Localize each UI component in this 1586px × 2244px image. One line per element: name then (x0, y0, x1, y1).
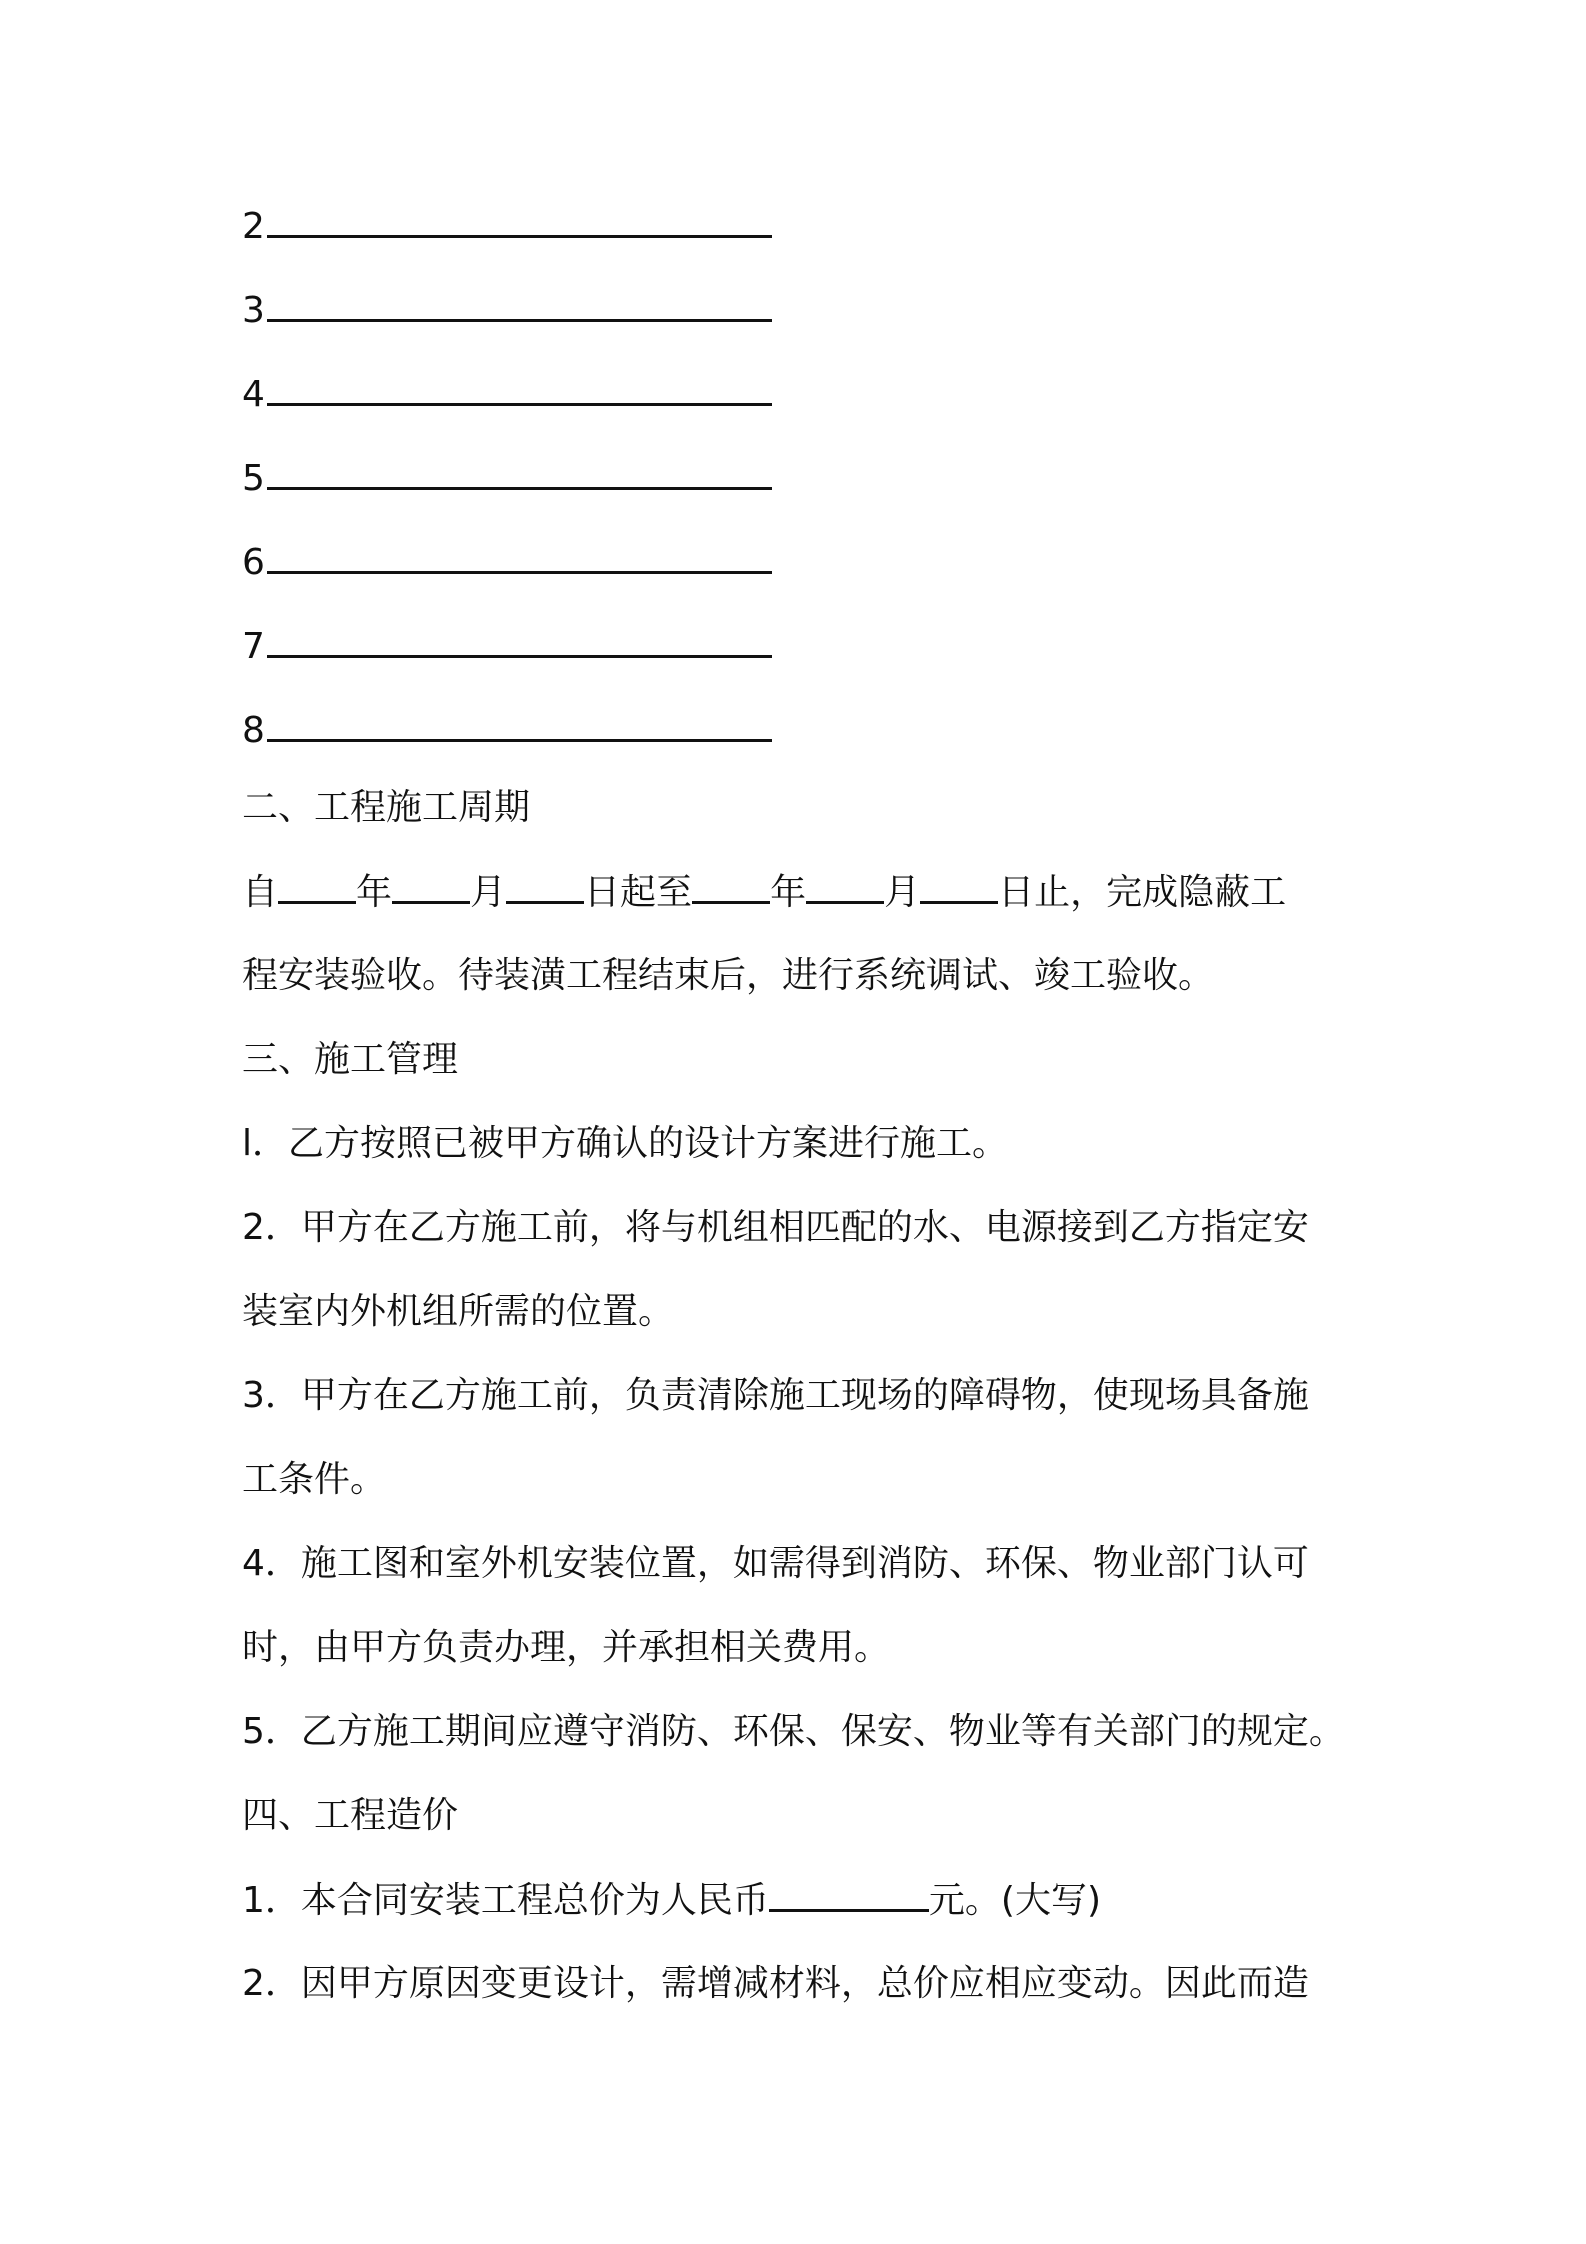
paragraph-line: 程安装验收。待装潢工程结束后，进行系统调试、竣工验收。 (242, 955, 1215, 996)
price-text: 元。(大写) (928, 1880, 1101, 1921)
fill-in-blank[interactable] (267, 457, 772, 490)
price-blank[interactable] (769, 1879, 929, 1912)
fill-in-blank[interactable] (267, 625, 772, 658)
item-number: 2 (242, 206, 265, 247)
month-end-blank[interactable] (806, 871, 884, 904)
paragraph-line: 2．因甲方原因变更设计，需增减材料，总价应相应变动。因此而造 (242, 1963, 1309, 2004)
construction-period-line (242, 871, 1382, 955)
paragraph-line: 装室内外机组所需的位置。 (242, 1291, 675, 1332)
paragraph-line: 5．乙方施工期间应遵守消防、环保、保安、物业等有关部门的规定。 (242, 1711, 1345, 1752)
month-start-blank[interactable] (392, 871, 470, 904)
day-end-blank[interactable] (920, 871, 998, 904)
date-text: 年 (770, 872, 807, 913)
paragraph-line: 3．甲方在乙方施工前，负责清除施工现场的障碍物，使现场具备施 (242, 1375, 1309, 1416)
item-number: 5 (242, 458, 265, 499)
price-text: 1．本合同安装工程总价为人民币 (242, 1880, 769, 1921)
day-start-blank[interactable] (506, 871, 584, 904)
date-text: 日止，完成隐蔽工 (998, 872, 1287, 913)
blank-item-4 (242, 373, 1382, 457)
section-heading: 二、工程施工周期 (242, 787, 531, 828)
item-number: 3 (242, 290, 265, 331)
date-text: 月 (470, 872, 507, 913)
date-text: 日起至 (584, 872, 693, 913)
paragraph-line: 2．甲方在乙方施工前，将与机组相匹配的水、电源接到乙方指定安 (242, 1207, 1309, 1248)
section-heading: 四、工程造价 (242, 1795, 459, 1836)
date-text: 自 (242, 872, 279, 913)
blank-item-7 (242, 625, 1382, 709)
item-number: 6 (242, 542, 265, 583)
blank-item-5 (242, 457, 1382, 541)
date-text: 月 (884, 872, 921, 913)
paragraph-line: 时，由甲方负责办理，并承担相关费用。 (242, 1627, 891, 1668)
total-price-line (242, 1879, 1382, 1963)
blank-item-3 (242, 289, 1382, 373)
paragraph-line: 4．施工图和室外机安装位置，如需得到消防、环保、物业部门认可 (242, 1543, 1309, 1584)
document-page (242, 205, 1382, 2047)
item-number: 8 (242, 710, 265, 751)
fill-in-blank[interactable] (267, 709, 772, 742)
fill-in-blank[interactable] (267, 289, 772, 322)
year-end-blank[interactable] (692, 871, 770, 904)
blank-item-2 (242, 205, 1382, 289)
paragraph-line: l．乙方按照已被甲方确认的设计方案进行施工。 (242, 1123, 1009, 1164)
fill-in-blank[interactable] (267, 541, 772, 574)
blank-item-6 (242, 541, 1382, 625)
date-text: 年 (356, 872, 393, 913)
paragraph-line: 工条件。 (242, 1459, 387, 1500)
year-start-blank[interactable] (278, 871, 356, 904)
section-heading: 三、施工管理 (242, 1039, 459, 1080)
fill-in-blank[interactable] (267, 205, 772, 238)
item-number: 7 (242, 626, 265, 667)
item-number: 4 (242, 374, 265, 415)
blank-item-8 (242, 709, 1382, 787)
fill-in-blank[interactable] (267, 373, 772, 406)
